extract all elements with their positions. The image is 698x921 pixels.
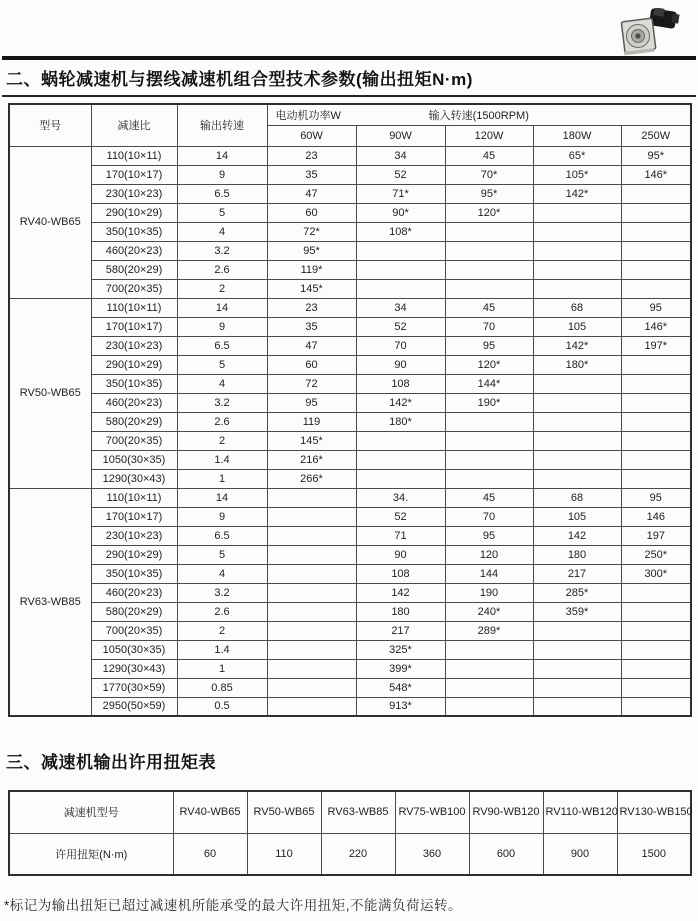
torque-value-cell: 60 [267,203,356,222]
torque-value-cell: 180 [356,602,445,621]
torque-value-cell: 23 [267,298,356,317]
torque-value-cell [445,260,533,279]
table-row [9,640,691,659]
output-speed-cell: 1 [177,469,267,488]
torque-value-cell: 95 [267,393,356,412]
allowable-torque-cell: 220 [321,833,395,875]
torque-value-cell: 35 [267,317,356,336]
allowable-torque-cell: 900 [543,833,617,875]
reducer-model-cell: RV130-WB150 [617,791,691,833]
torque-value-cell: 142* [533,336,621,355]
ratio-cell: 290(10×29) [91,203,177,222]
torque-value-cell: 120* [445,203,533,222]
output-speed-cell: 3.2 [177,241,267,260]
torque-value-cell: 105* [533,165,621,184]
table-row [9,507,691,526]
torque-value-cell: 197 [621,526,691,545]
table-row [9,602,691,621]
model-cell: RV63-WB85 [9,488,91,716]
table-row [9,469,691,488]
ratio-cell: 230(10×23) [91,526,177,545]
table-row [9,146,691,165]
torque-value-cell: 47 [267,336,356,355]
torque-value-cell: 285* [533,583,621,602]
ratio-cell: 290(10×29) [91,545,177,564]
ratio-cell: 1290(30×43) [91,469,177,488]
output-speed-cell: 4 [177,222,267,241]
ratio-cell: 1050(30×35) [91,450,177,469]
torque-value-cell: 359* [533,602,621,621]
torque-value-cell [533,279,621,298]
ratio-cell: 110(10×11) [91,298,177,317]
torque-value-cell: 90 [356,545,445,564]
torque-value-cell [267,602,356,621]
model-column-header: 型号 [9,104,91,146]
model-cell: RV50-WB65 [9,298,91,488]
torque-value-cell [267,659,356,678]
torque-value-cell: 217 [356,621,445,640]
torque-value-cell: 250* [621,545,691,564]
torque-value-cell: 95* [267,241,356,260]
title-underline-divider [2,95,696,97]
torque-value-cell [621,678,691,697]
table-row [9,621,691,640]
output-speed-cell: 1 [177,659,267,678]
torque-value-cell: 71* [356,184,445,203]
torque-value-cell: 95* [445,184,533,203]
torque-value-cell [621,241,691,260]
torque-value-cell [533,697,621,716]
torque-value-cell: 240* [445,602,533,621]
torque-value-cell: 300* [621,564,691,583]
torque-value-cell [445,678,533,697]
table-row [9,298,691,317]
output-speed-cell: 2.6 [177,260,267,279]
table-row [9,279,691,298]
torque-value-cell: 108* [356,222,445,241]
output-speed-cell: 6.5 [177,336,267,355]
torque-value-cell [533,393,621,412]
torque-value-cell: 146* [621,317,691,336]
torque-value-cell [621,583,691,602]
torque-value-cell: 144 [445,564,533,583]
ratio-cell: 1290(30×43) [91,659,177,678]
gear-reducer-motor-icon [614,8,682,56]
table-row [9,260,691,279]
output-speed-cell: 1.4 [177,450,267,469]
torque-value-cell [267,564,356,583]
torque-value-cell [533,640,621,659]
torque-value-cell: 72 [267,374,356,393]
torque-value-cell [533,659,621,678]
torque-value-cell [621,184,691,203]
table-row [9,412,691,431]
table-row [9,488,691,507]
torque-value-cell: 70 [445,317,533,336]
table-row [9,526,691,545]
allowable-torque-cell: 110 [247,833,321,875]
worm-gear-reducer-photo [614,8,682,56]
allowable-torque-cell: 60 [173,833,247,875]
torque-value-cell: 190* [445,393,533,412]
ratio-cell: 700(20×35) [91,431,177,450]
output-speed-cell: 9 [177,317,267,336]
torque-value-cell: 45 [445,298,533,317]
torque-value-cell: 180* [533,355,621,374]
ratio-cell: 1050(30×35) [91,640,177,659]
torque-value-cell [533,412,621,431]
torque-value-cell: 913* [356,697,445,716]
torque-value-cell [621,621,691,640]
torque-value-cell [621,412,691,431]
output-speed-cell: 4 [177,374,267,393]
torque-value-cell [267,526,356,545]
torque-values-row [9,833,691,875]
torque-value-cell: 120 [445,545,533,564]
torque-value-cell: 68 [533,298,621,317]
output-speed-cell: 5 [177,355,267,374]
torque-value-cell: 145* [267,431,356,450]
table-header-row [9,104,691,125]
torque-value-cell: 90 [356,355,445,374]
torque-value-cell: 95 [621,298,691,317]
torque-value-cell: 95 [445,526,533,545]
torque-value-cell: 399* [356,659,445,678]
reducer-model-cell: RV40-WB65 [173,791,247,833]
output-speed-cell: 2.6 [177,602,267,621]
table-row [9,393,691,412]
output-speed-cell: 5 [177,545,267,564]
output-speed-cell: 2 [177,621,267,640]
torque-value-cell [621,602,691,621]
torque-value-cell [445,640,533,659]
output-speed-cell: 14 [177,146,267,165]
ratio-cell: 230(10×23) [91,184,177,203]
reducer-model-cell: RV75-WB100 [395,791,469,833]
table-row [9,659,691,678]
ratio-cell: 700(20×35) [91,279,177,298]
torque-value-cell: 65* [533,146,621,165]
torque-value-cell [621,393,691,412]
reducer-model-cell: RV90-WB120 [469,791,543,833]
torque-value-cell: 35 [267,165,356,184]
output-speed-cell: 0.5 [177,697,267,716]
table-row [9,450,691,469]
output-speed-cell: 14 [177,298,267,317]
torque-value-cell: 52 [356,317,445,336]
torque-value-cell: 60 [267,355,356,374]
torque-value-cell: 23 [267,146,356,165]
output-speed-cell: 2.6 [177,412,267,431]
torque-value-cell [267,488,356,507]
ratio-cell: 350(10×35) [91,222,177,241]
torque-value-cell [356,241,445,260]
model-cell: RV40-WB65 [9,146,91,298]
torque-value-cell [445,431,533,450]
torque-value-cell: 45 [445,146,533,165]
table-row [9,431,691,450]
table-row [9,317,691,336]
ratio-cell: 700(20×35) [91,621,177,640]
torque-value-cell: 180* [356,412,445,431]
ratio-cell: 230(10×23) [91,336,177,355]
table-row [9,203,691,222]
torque-value-cell [533,260,621,279]
allowable-torque-cell: 360 [395,833,469,875]
output-speed-cell: 2 [177,279,267,298]
torque-value-cell: 197* [621,336,691,355]
torque-value-cell [445,697,533,716]
ratio-cell: 580(20×29) [91,602,177,621]
output-speed-cell: 9 [177,507,267,526]
reducer-model-cell: RV110-WB120 [543,791,617,833]
table-row [9,222,691,241]
allowable-torque-cell: 600 [469,833,543,875]
torque-value-cell [445,279,533,298]
power-col-header: 250W [621,125,691,146]
ratio-cell: 350(10×35) [91,564,177,583]
torque-value-cell [533,431,621,450]
torque-value-cell [621,659,691,678]
table-row [9,564,691,583]
ratio-cell: 580(20×29) [91,412,177,431]
torque-value-cell: 90* [356,203,445,222]
torque-value-cell [533,203,621,222]
torque-value-cell [356,450,445,469]
torque-value-cell [621,450,691,469]
torque-value-cell: 108 [356,564,445,583]
torque-value-cell [621,222,691,241]
output-speed-cell: 1.4 [177,640,267,659]
model-names-row [9,791,691,833]
torque-value-cell [621,355,691,374]
power-col-header: 60W [267,125,356,146]
model-column-label: 减速机型号 [9,791,173,833]
torque-value-cell: 119 [267,412,356,431]
torque-value-cell: 142 [356,583,445,602]
torque-value-cell: 95 [445,336,533,355]
torque-value-cell: 180 [533,545,621,564]
ratio-cell: 110(10×11) [91,146,177,165]
torque-value-cell: 45 [445,488,533,507]
power-col-header: 120W [445,125,533,146]
output-speed-cell: 6.5 [177,184,267,203]
torque-value-cell: 70* [445,165,533,184]
torque-value-cell [621,260,691,279]
ratio-cell: 580(20×29) [91,260,177,279]
torque-value-cell: 146* [621,165,691,184]
torque-value-cell [621,469,691,488]
torque-value-cell [533,241,621,260]
ratio-cell: 460(20×23) [91,241,177,260]
table-row [9,355,691,374]
torque-value-cell [267,545,356,564]
torque-value-cell [621,640,691,659]
reducer-model-cell: RV50-WB65 [247,791,321,833]
torque-value-cell [533,621,621,640]
output-speed-cell: 0.85 [177,678,267,697]
torque-value-cell [267,507,356,526]
torque-value-cell: 34 [356,298,445,317]
table-row [9,165,691,184]
ratio-cell: 170(10×17) [91,507,177,526]
combination-parameters-table [8,103,692,717]
power-col-header: 180W [533,125,621,146]
output-speed-cell: 6.5 [177,526,267,545]
torque-value-cell: 34. [356,488,445,507]
torque-value-cell: 68 [533,488,621,507]
torque-value-cell: 70 [356,336,445,355]
ratio-cell: 290(10×29) [91,355,177,374]
torque-row-label: 许用扭矩(N·m) [9,833,173,875]
torque-value-cell: 144* [445,374,533,393]
torque-value-cell [621,203,691,222]
output-speed-cell: 9 [177,165,267,184]
torque-value-cell [445,469,533,488]
output-speed-cell: 5 [177,203,267,222]
ratio-cell: 460(20×23) [91,583,177,602]
ratio-cell: 460(20×23) [91,393,177,412]
torque-value-cell: 119* [267,260,356,279]
torque-value-cell: 95 [621,488,691,507]
torque-value-cell: 190 [445,583,533,602]
torque-value-cell: 145* [267,279,356,298]
torque-value-cell: 146 [621,507,691,526]
torque-value-cell [533,374,621,393]
torque-value-cell [267,583,356,602]
ratio-cell: 170(10×17) [91,165,177,184]
table-row [9,241,691,260]
table-row [9,336,691,355]
section-3-title: 三、减速机输出许用扭矩表 [6,753,216,772]
torque-value-cell: 216* [267,450,356,469]
torque-value-cell: 325* [356,640,445,659]
torque-value-cell: 217 [533,564,621,583]
torque-value-cell: 142* [533,184,621,203]
ratio-cell: 350(10×35) [91,374,177,393]
motor-power-label: 电动机功率W [275,109,341,122]
table-row [9,697,691,716]
reducer-model-cell: RV63-WB85 [321,791,395,833]
torque-value-cell [267,640,356,659]
output-speed-cell: 3.2 [177,393,267,412]
torque-value-cell: 266* [267,469,356,488]
output-speed-cell: 3.2 [177,583,267,602]
torque-value-cell: 105 [533,507,621,526]
torque-value-cell: 34 [356,146,445,165]
input-speed-label: 输入转速(1500RPM) [428,109,529,122]
table-row [9,184,691,203]
asterisk-footnote: *标记为输出扭矩已超过减速机所能承受的最大许用扭矩,不能满负荷运转。 [4,898,463,913]
torque-value-cell [621,431,691,450]
allowable-torque-table [8,790,692,876]
torque-value-cell [621,374,691,393]
torque-value-cell: 108 [356,374,445,393]
top-margin [0,0,698,56]
torque-value-cell [445,659,533,678]
torque-value-cell [445,412,533,431]
torque-value-cell [533,678,621,697]
torque-value-cell: 95* [621,146,691,165]
table-row [9,583,691,602]
torque-value-cell: 47 [267,184,356,203]
torque-value-cell: 70 [445,507,533,526]
torque-value-cell: 142* [356,393,445,412]
ratio-column-header: 减速比 [91,104,177,146]
torque-value-cell: 289* [445,621,533,640]
ratio-cell: 2950(50×59) [91,697,177,716]
torque-value-cell [621,279,691,298]
torque-value-cell: 71 [356,526,445,545]
torque-value-cell [533,469,621,488]
torque-value-cell [267,621,356,640]
torque-value-cell: 72* [267,222,356,241]
output-speed-cell: 14 [177,488,267,507]
output-speed-cell: 2 [177,431,267,450]
power-col-header: 90W [356,125,445,146]
ratio-cell: 1770(30×59) [91,678,177,697]
torque-value-cell [267,697,356,716]
torque-value-cell [445,450,533,469]
torque-value-cell: 120* [445,355,533,374]
table-row [9,545,691,564]
torque-value-cell [267,678,356,697]
ratio-cell: 110(10×11) [91,488,177,507]
torque-value-cell [356,279,445,298]
torque-value-cell [356,431,445,450]
torque-value-cell [356,260,445,279]
section-2-title: 二、蜗轮减速机与摆线减速机组合型技术参数(输出扭矩N·m) [6,70,473,89]
torque-value-cell [533,450,621,469]
torque-value-cell: 548* [356,678,445,697]
table-row [9,374,691,393]
power-input-speed-header [267,104,691,125]
ratio-cell: 170(10×17) [91,317,177,336]
torque-value-cell [445,222,533,241]
torque-value-cell: 52 [356,165,445,184]
torque-value-cell [445,241,533,260]
table-row [9,678,691,697]
torque-value-cell [356,469,445,488]
torque-value-cell [621,697,691,716]
allowable-torque-cell: 1500 [617,833,691,875]
torque-value-cell [533,222,621,241]
torque-value-cell: 142 [533,526,621,545]
torque-value-cell: 105 [533,317,621,336]
output-speed-column-header: 输出转速 [177,104,267,146]
output-speed-cell: 4 [177,564,267,583]
torque-value-cell: 52 [356,507,445,526]
